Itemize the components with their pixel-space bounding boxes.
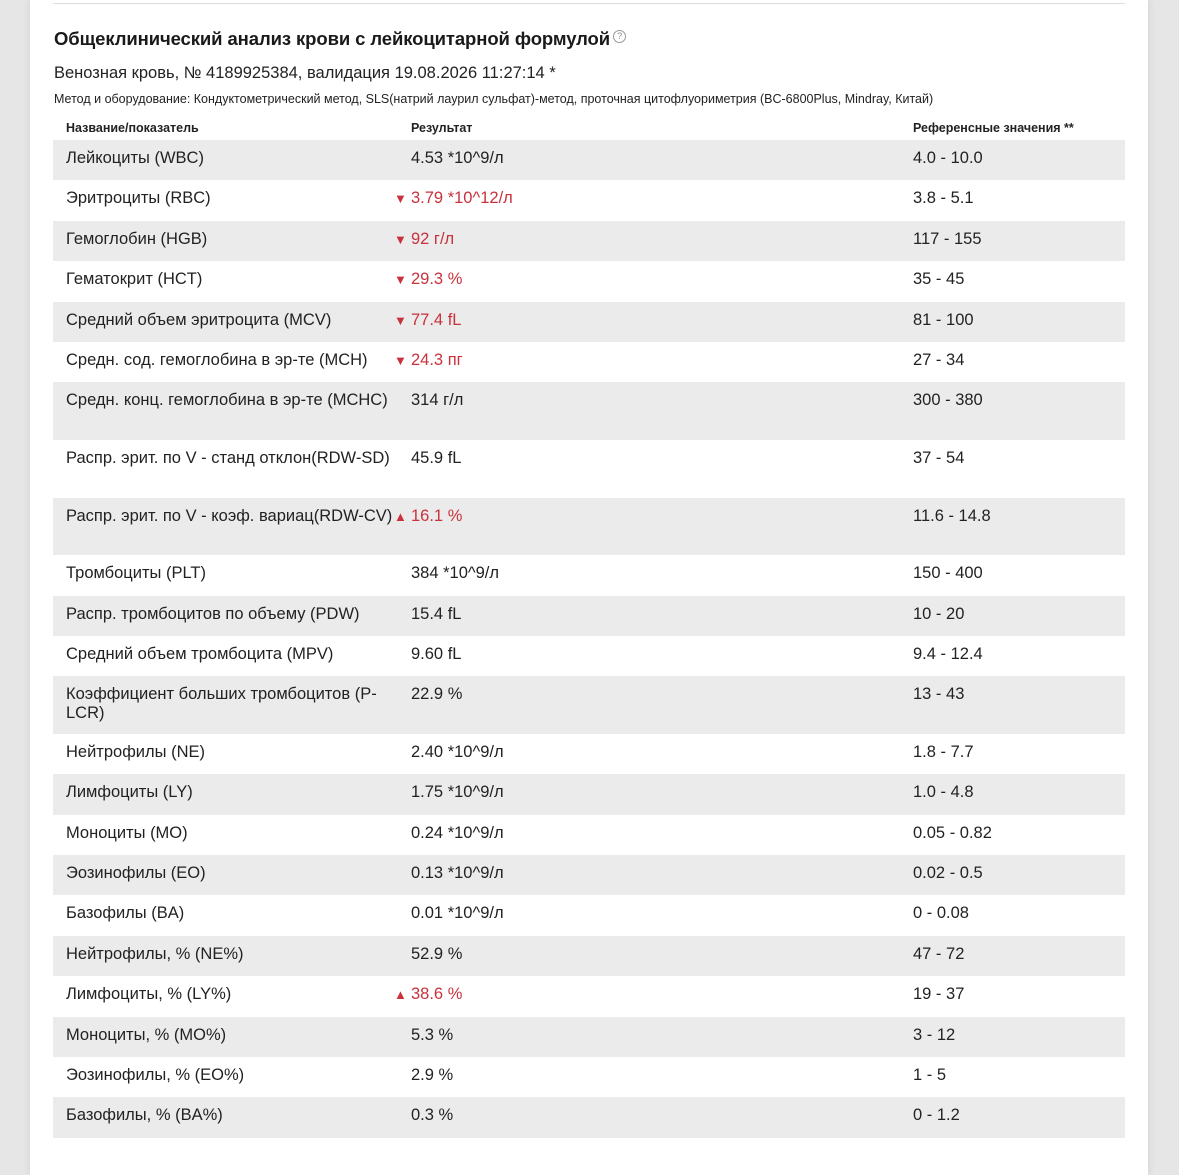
row-result-value: 4.53 *10^9/л bbox=[411, 149, 504, 167]
row-result-value: 29.3 % bbox=[411, 270, 463, 289]
column-header-result: Результат bbox=[411, 121, 473, 135]
row-result-value: 2.40 *10^9/л bbox=[411, 742, 504, 761]
row-reference: 13 - 43 bbox=[913, 685, 965, 704]
row-result bbox=[411, 743, 504, 762]
table-row bbox=[53, 180, 1125, 220]
table-row bbox=[53, 596, 1125, 636]
row-reference: 300 - 380 bbox=[913, 391, 983, 410]
arrow-down-icon: ▼ bbox=[394, 272, 407, 288]
row-reference: 1.0 - 4.8 bbox=[913, 783, 974, 802]
analysis-title bbox=[54, 28, 626, 50]
row-reference: 37 - 54 bbox=[913, 448, 965, 467]
row-name: Базофилы (BA) bbox=[66, 904, 185, 923]
row-name: Нейтрофилы (NE) bbox=[66, 742, 205, 761]
row-result-value: 16.1 % bbox=[411, 506, 463, 525]
row-name: Лейкоциты (WBC) bbox=[66, 149, 204, 167]
row-result-value: 77.4 fL bbox=[411, 310, 462, 329]
row-reference: 35 - 45 bbox=[913, 270, 965, 289]
row-reference: 9.4 - 12.4 bbox=[913, 644, 983, 663]
table-row bbox=[53, 342, 1125, 382]
table-row bbox=[53, 636, 1125, 676]
arrow-down-icon: ▼ bbox=[394, 191, 407, 207]
row-reference: 4.0 - 10.0 bbox=[913, 149, 983, 167]
row-reference: 0.05 - 0.82 bbox=[913, 823, 992, 842]
row-reference: 1 - 5 bbox=[913, 1066, 947, 1085]
column-header-name: Название/показатель bbox=[66, 121, 199, 135]
table-row bbox=[53, 815, 1125, 855]
top-divider bbox=[53, 3, 1125, 4]
table-row bbox=[53, 676, 1125, 734]
row-result-value: 0.01 *10^9/л bbox=[411, 904, 504, 923]
row-result-value: 384 *10^9/л bbox=[411, 564, 500, 583]
row-name: Эритроциты (RBC) bbox=[66, 189, 211, 208]
row-result bbox=[411, 904, 504, 923]
row-reference: 117 - 155 bbox=[913, 229, 982, 248]
row-name: Средн. сод. гемоглобина в эр-те (MCH) bbox=[66, 350, 368, 369]
arrow-down-icon: ▼ bbox=[394, 352, 407, 368]
row-name: Эозинофилы, % (EO%) bbox=[66, 1066, 245, 1085]
row-name: Лимфоциты (LY) bbox=[66, 783, 193, 802]
row-result bbox=[411, 449, 461, 468]
row-reference: 11.6 - 14.8 bbox=[913, 506, 991, 525]
table-row bbox=[53, 382, 1125, 440]
row-name: Гемоглобин (HGB) bbox=[66, 229, 208, 248]
row-name: Распр. эрит. по V - коэф. вариац(RDW-CV) bbox=[66, 506, 393, 525]
table-row bbox=[53, 261, 1125, 301]
row-result-value: 92 г/л bbox=[411, 229, 455, 248]
table-row bbox=[53, 976, 1125, 1016]
row-result-value: 3.79 *10^12/л bbox=[411, 189, 513, 208]
table-row bbox=[53, 140, 1125, 180]
row-name: Средн. конц. гемоглобина в эр-те (MCHC) bbox=[66, 391, 388, 410]
row-result-value: 22.9 % bbox=[411, 685, 463, 704]
row-reference: 27 - 34 bbox=[913, 350, 965, 369]
row-name: Средний объем тромбоцита (MPV) bbox=[66, 644, 334, 663]
row-reference: 1.8 - 7.7 bbox=[913, 742, 974, 761]
row-result-value: 45.9 fL bbox=[411, 448, 462, 467]
table-row bbox=[53, 440, 1125, 498]
row-reference: 47 - 72 bbox=[913, 944, 965, 963]
row-result bbox=[394, 310, 462, 330]
row-result-value: 38.6 % bbox=[411, 985, 463, 1004]
table-row bbox=[53, 936, 1125, 976]
row-result bbox=[411, 645, 461, 664]
table-row bbox=[53, 774, 1125, 814]
results-table bbox=[53, 140, 1125, 1138]
arrow-up-icon: ▲ bbox=[394, 987, 407, 1003]
row-result bbox=[411, 149, 504, 168]
row-result-value: 2.9 % bbox=[411, 1066, 454, 1085]
row-result-value: 5.3 % bbox=[411, 1025, 454, 1044]
row-result bbox=[411, 564, 499, 583]
row-name: Моноциты (MO) bbox=[66, 823, 188, 842]
row-reference: 3.8 - 5.1 bbox=[913, 189, 974, 208]
row-result-value: 0.13 *10^9/л bbox=[411, 864, 504, 883]
row-result bbox=[411, 783, 504, 802]
row-reference: 0 - 1.2 bbox=[913, 1106, 960, 1125]
table-row bbox=[53, 221, 1125, 261]
row-result bbox=[411, 945, 462, 964]
row-name: Нейтрофилы, % (NE%) bbox=[66, 944, 244, 963]
row-result bbox=[394, 229, 455, 249]
row-reference: 150 - 400 bbox=[913, 564, 983, 583]
row-name: Коэффициент больших тромбоцитов (P-LCR) bbox=[66, 685, 377, 723]
row-reference: 81 - 100 bbox=[913, 310, 974, 329]
row-result bbox=[411, 1066, 453, 1085]
row-name: Средний объем эритроцита (MCV) bbox=[66, 310, 332, 329]
row-result bbox=[394, 506, 463, 526]
arrow-down-icon: ▼ bbox=[394, 312, 407, 328]
row-name: Лимфоциты, % (LY%) bbox=[66, 985, 232, 1004]
table-header bbox=[53, 121, 1125, 141]
row-result bbox=[411, 864, 504, 883]
row-name: Гематокрит (HCT) bbox=[66, 270, 203, 289]
row-reference: 10 - 20 bbox=[913, 604, 965, 623]
table-row bbox=[53, 855, 1125, 895]
row-name: Эозинофилы (EO) bbox=[66, 864, 206, 883]
row-result bbox=[411, 824, 504, 843]
row-result-value: 9.60 fL bbox=[411, 644, 462, 663]
row-name: Распр. тромбоцитов по объему (PDW) bbox=[66, 604, 360, 623]
row-result bbox=[411, 685, 462, 704]
row-reference: 3 - 12 bbox=[913, 1025, 956, 1044]
table-row bbox=[53, 555, 1125, 595]
row-result-value: 0.24 *10^9/л bbox=[411, 823, 504, 842]
row-result bbox=[411, 391, 463, 410]
table-row bbox=[53, 1017, 1125, 1057]
analysis-card bbox=[30, 0, 1148, 1175]
analysis-title-text: Общеклинический анализ крови с лейкоцитарной формулой bbox=[54, 28, 611, 49]
table-row bbox=[53, 734, 1125, 774]
row-name: Базофилы, % (BA%) bbox=[66, 1106, 223, 1125]
help-icon[interactable]: ? bbox=[613, 30, 626, 43]
sample-info: Венозная кровь, № 4189925384, валидация 19.08.2026 11:27:14 * bbox=[54, 64, 556, 82]
column-header-ref: Референсные значения ** bbox=[913, 121, 1074, 135]
row-result bbox=[411, 1026, 453, 1045]
row-result bbox=[394, 985, 463, 1004]
row-result bbox=[411, 605, 461, 624]
row-result-value: 0.3 % bbox=[411, 1106, 454, 1125]
row-reference: 19 - 37 bbox=[913, 985, 965, 1004]
row-reference: 0.02 - 0.5 bbox=[913, 864, 983, 883]
arrow-down-icon: ▼ bbox=[394, 231, 407, 247]
row-result bbox=[394, 350, 463, 370]
table-row bbox=[53, 1097, 1125, 1137]
row-name: Тромбоциты (PLT) bbox=[66, 564, 206, 583]
row-name: Моноциты, % (MO%) bbox=[66, 1025, 227, 1044]
row-result bbox=[394, 189, 513, 208]
row-reference: 0 - 0.08 bbox=[913, 904, 969, 923]
row-result-value: 24.3 пг bbox=[411, 350, 463, 369]
row-result-value: 52.9 % bbox=[411, 944, 463, 963]
row-result-value: 314 г/л bbox=[411, 391, 464, 410]
table-row bbox=[53, 895, 1125, 935]
row-result bbox=[411, 1106, 453, 1125]
row-result-value: 1.75 *10^9/л bbox=[411, 783, 504, 802]
row-result bbox=[394, 270, 463, 289]
table-row bbox=[53, 302, 1125, 342]
arrow-up-icon: ▲ bbox=[394, 508, 407, 524]
row-name: Распр. эрит. по V - станд отклон(RDW-SD) bbox=[66, 448, 390, 467]
method-info: Метод и оборудование: Кондуктометрический метод, SLS(натрий лаурил сульфат)-метод, проточная цитофлуориметрия (BC-6800Plus, Mindray, Китай) bbox=[54, 92, 934, 106]
table-row bbox=[53, 498, 1125, 556]
row-result-value: 15.4 fL bbox=[411, 604, 462, 623]
table-row bbox=[53, 1057, 1125, 1097]
